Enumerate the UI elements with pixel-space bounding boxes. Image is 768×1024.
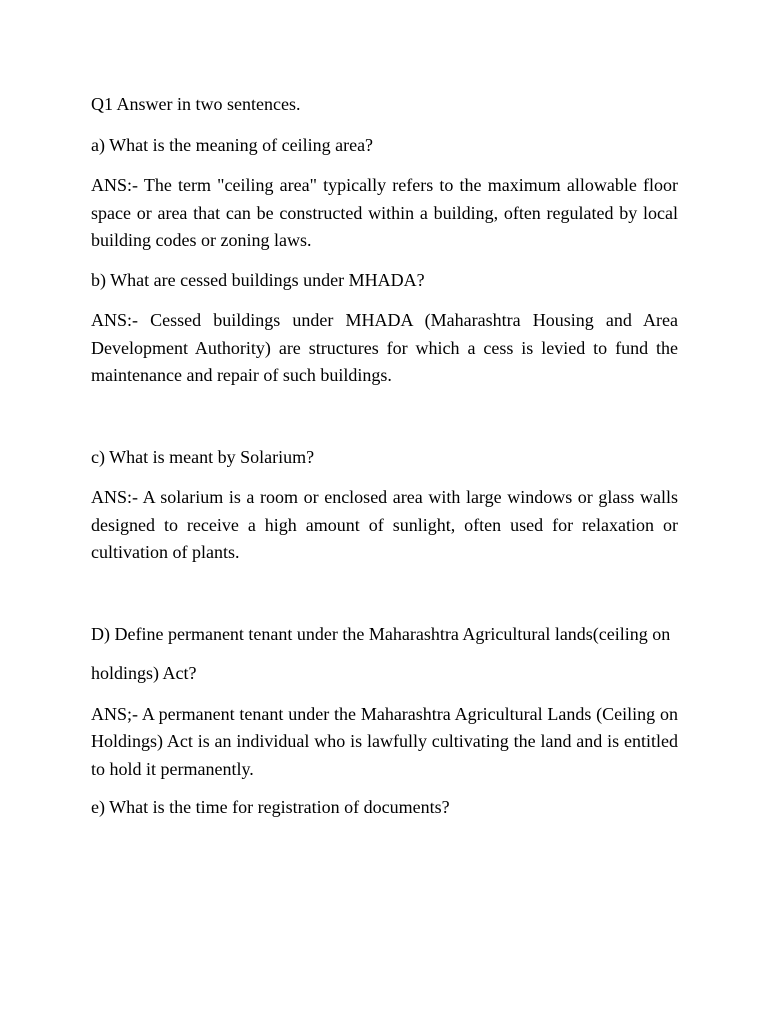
question-c: c) What is meant by Solarium? <box>91 446 315 467</box>
document-body <box>91 91 678 822</box>
question-d-continued: holdings) Act? <box>91 663 197 683</box>
question-b: b) What are cessed buildings under MHADA? <box>91 269 425 290</box>
question-d: D) Define permanent tenant under the Maharashtra Agricultural lands(ceiling on <box>91 623 671 644</box>
answer-b: ANS:- Cessed buildings under MHADA (Maharashtra Housing and Area Development Authority) are structures for which a cess is levied to fund the maintenance and repair of such buildings. <box>91 310 678 385</box>
heading: Q1 Answer in two sentences. <box>91 94 301 114</box>
answer-d: ANS;- A permanent tenant under the Maharashtra Agricultural Lands (Ceiling on Holdings) Act is an individual who is lawfully cultivating the land and is entitled to hold it permanently. <box>91 703 678 779</box>
answer-c: ANS:- A solarium is a room or enclosed area with large windows or glass walls designed to receive a high amount of sunlight, often used for relaxation or cultivation of plants. <box>91 487 678 562</box>
question-e: e) What is the time for registration of documents? <box>91 797 450 817</box>
answer-a: ANS:- The term "ceiling area" typically refers to the maximum allowable floor space or area that can be constructed within a building, often regulated by local building codes or zoning laws. <box>91 175 678 250</box>
question-a: a) What is the meaning of ceiling area? <box>91 134 374 155</box>
